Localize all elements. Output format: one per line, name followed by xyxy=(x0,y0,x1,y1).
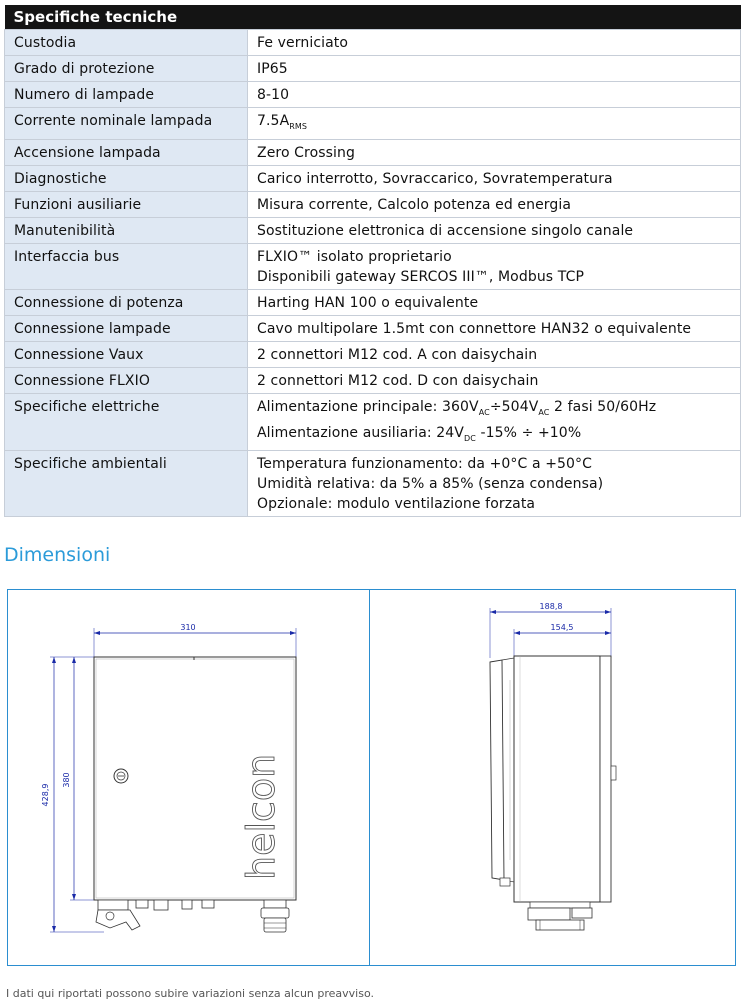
row-value: Carico interrotto, Sovraccarico, Sovratemperatura xyxy=(248,165,741,191)
row-value: 2 connettori M12 cod. D con daisychain xyxy=(248,367,741,393)
table-row xyxy=(5,393,741,451)
row-value: 2 connettori M12 cod. A con daisychain xyxy=(248,341,741,367)
table-row xyxy=(5,165,741,191)
table-row xyxy=(5,217,741,243)
table-row xyxy=(5,108,741,140)
row-value: IP65 xyxy=(248,56,741,82)
footer-note: I dati qui riportati possono subire variazioni senza alcun preavviso. xyxy=(6,987,374,1000)
row-label: Specifiche elettriche xyxy=(5,393,248,451)
row-value: Zero Crossing xyxy=(248,139,741,165)
table-row xyxy=(5,139,741,165)
row-value: Alimentazione principale: $360V_{AC}\div 504V_{AC}$ 2 fasi 50/60Hz Alimentazione ausiliaria: $24V_{DC}$ -15% ÷ +10% xyxy=(248,393,741,451)
row-label: Connessione lampade xyxy=(5,315,248,341)
row-label: Interfaccia bus xyxy=(5,243,248,289)
row-label: Custodia xyxy=(5,30,248,56)
row-label: Connessione Vaux xyxy=(5,341,248,367)
row-label: Numero di lampade xyxy=(5,82,248,108)
table-row xyxy=(5,56,741,82)
row-label: Diagnostiche xyxy=(5,165,248,191)
table-row xyxy=(5,191,741,217)
table-row xyxy=(5,289,741,315)
table-row xyxy=(5,451,741,517)
side-view-drawing xyxy=(370,590,735,965)
row-value: Temperatura funzionamento: da +0°C a +50°C Umidità relativa: da 5% a 85% (senza condensa) Opzionale: modulo ventilazione forzata xyxy=(248,451,741,517)
row-value: 8-10 xyxy=(248,82,741,108)
table-row xyxy=(5,367,741,393)
row-value: FLXIO™ isolato proprietario Disponibili gateway SERCOS III™, Modbus TCP xyxy=(248,243,741,289)
row-label: Manutenibilità xyxy=(5,217,248,243)
row-value: Misura corrente, Calcolo potenza ed energia xyxy=(248,191,741,217)
table-row xyxy=(5,30,741,56)
row-value: Fe verniciato xyxy=(248,30,741,56)
spec-table-title: Specifiche tecniche xyxy=(5,5,741,30)
row-label: Accensione lampada xyxy=(5,139,248,165)
brand-logo: helcon xyxy=(239,753,283,880)
row-label: Grado di protezione xyxy=(5,56,248,82)
row-label: Corrente nominale lampada xyxy=(5,108,248,140)
side-depth-outer-label: 188,8 xyxy=(539,602,563,611)
table-row xyxy=(5,82,741,108)
front-view-drawing xyxy=(8,590,369,965)
front-height-outer-label: 428,9 xyxy=(41,783,50,807)
row-value: Sostituzione elettronica di accensione singolo canale xyxy=(248,217,741,243)
spec-table xyxy=(4,5,741,517)
row-label: Specifiche ambientali xyxy=(5,451,248,517)
table-row xyxy=(5,341,741,367)
table-row xyxy=(5,243,741,289)
front-width-label: 310 xyxy=(180,623,196,632)
front-height-inner-label: 380 xyxy=(62,772,71,788)
side-depth-inner-label: 154,5 xyxy=(550,623,574,632)
table-row xyxy=(5,315,741,341)
dimensions-box xyxy=(7,589,736,966)
row-value: Harting HAN 100 o equivalente xyxy=(248,289,741,315)
row-value: Cavo multipolare 1.5mt con connettore HAN32 o equivalente xyxy=(248,315,741,341)
row-label: Funzioni ausiliarie xyxy=(5,191,248,217)
section-title-dimensions: Dimensioni xyxy=(4,544,111,566)
row-label: Connessione di potenza xyxy=(5,289,248,315)
row-label: Connessione FLXIO xyxy=(5,367,248,393)
row-value: $7.5A_{RMS}$ xyxy=(248,108,741,140)
